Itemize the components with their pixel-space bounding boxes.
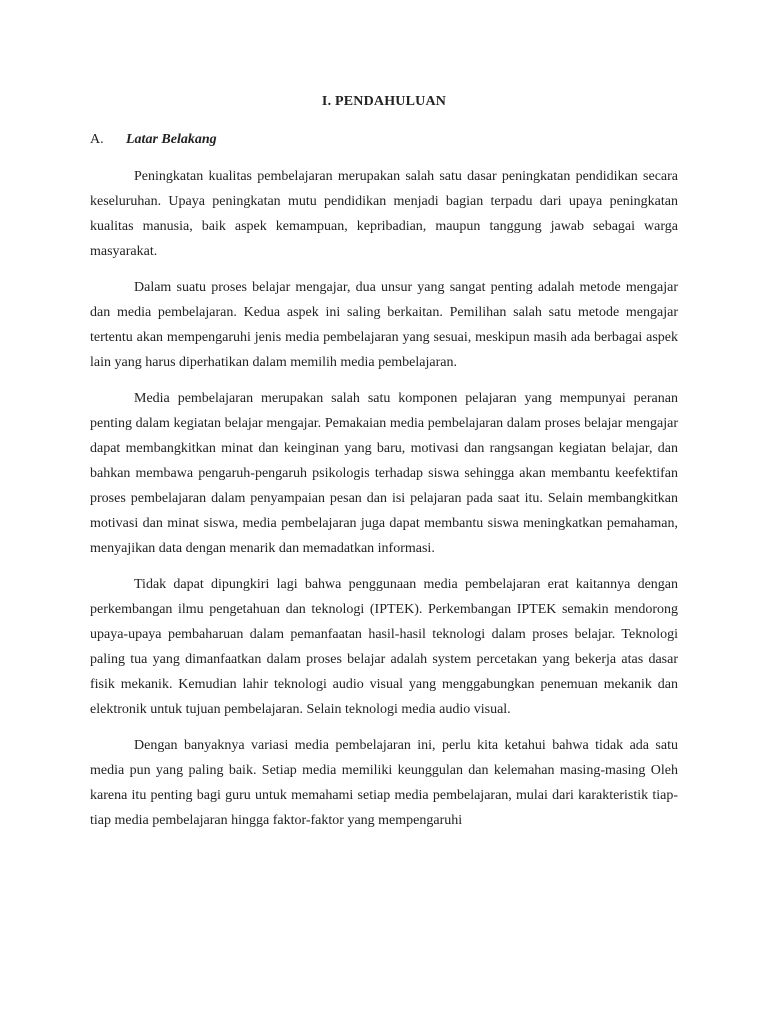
- paragraph: Tidak dapat dipungkiri lagi bahwa penggunaan media pembelajaran erat kaitannya dengan perkembangan ilmu pengetahuan dan teknologi (IPTEK). Perkembangan IPTEK semakin mendorong upaya-upaya pembaharuan dalam pemanfaatan hasil-hasil teknologi dalam proses belajar. Teknologi paling tua yang dimanfaatkan dalam proses belajar adalah system percetakan yang bekerja atas dasar fisik mekanik. Kemudian lahir teknologi audio visual yang menggabungkan penemuan mekanik dan elektronik untuk tujuan pembelajaran. Selain teknologi media audio visual.: [90, 577, 678, 717]
- paragraph: Media pembelajaran merupakan salah satu komponen pelajaran yang mempunyai peranan penting dalam kegiatan belajar mengajar. Pemakaian media pembelajaran dalam proses belajar mengajar dapat membangkitkan minat dan keinginan yang baru, motivasi dan rangsangan kegiatan belajar, dan bahkan membawa pengaruh-pengaruh psikologis terhadap siswa sehingga akan membantu keefektifan proses pembelajaran dalam penyampaian pesan dan isi pelajaran pada saat itu. Selain membangkitkan motivasi dan minat siswa, media pembelajaran juga dapat membantu siswa meningkatkan pemahaman, menyajikan data dengan menarik dan memadatkan informasi.: [90, 391, 678, 556]
- section-heading: [90, 130, 217, 150]
- chapter-title: I. PENDAHULUAN: [321, 94, 447, 109]
- section-letter: A.: [90, 132, 104, 147]
- paragraph: Peningkatan kualitas pembelajaran merupakan salah satu dasar peningkatan pendidikan secara keseluruhan. Upaya peningkatan mutu pendidikan menjadi bagian terpadu dari upaya peningkatan kualitas manusia, baik aspek kemampuan, kepribadian, maupun tanggung jawab sebagai warga masyarakat.: [90, 169, 678, 259]
- section-title: Latar Belakang: [126, 132, 217, 147]
- paragraph: Dengan banyaknya variasi media pembelajaran ini, perlu kita ketahui bahwa tidak ada satu media pun yang paling baik. Setiap media memiliki keunggulan dan kelemahan masing-masing Oleh karena itu penting bagi guru untuk memahami setiap media pembelajaran, mulai dari karakteristik tiap-tiap media pembelajaran hingga faktor-faktor yang mempengaruhi: [90, 738, 678, 828]
- paragraph: Dalam suatu proses belajar mengajar, dua unsur yang sangat penting adalah metode mengajar dan media pembelajaran. Kedua aspek ini saling berkaitan. Pemilihan salah satu metode mengajar tertentu akan mempengaruhi jenis media pembelajaran yang sesuai, meskipun masih ada berbagai aspek lain yang harus diperhatikan dalam memilih media pembelajaran.: [90, 280, 678, 370]
- body-text: [90, 164, 678, 844]
